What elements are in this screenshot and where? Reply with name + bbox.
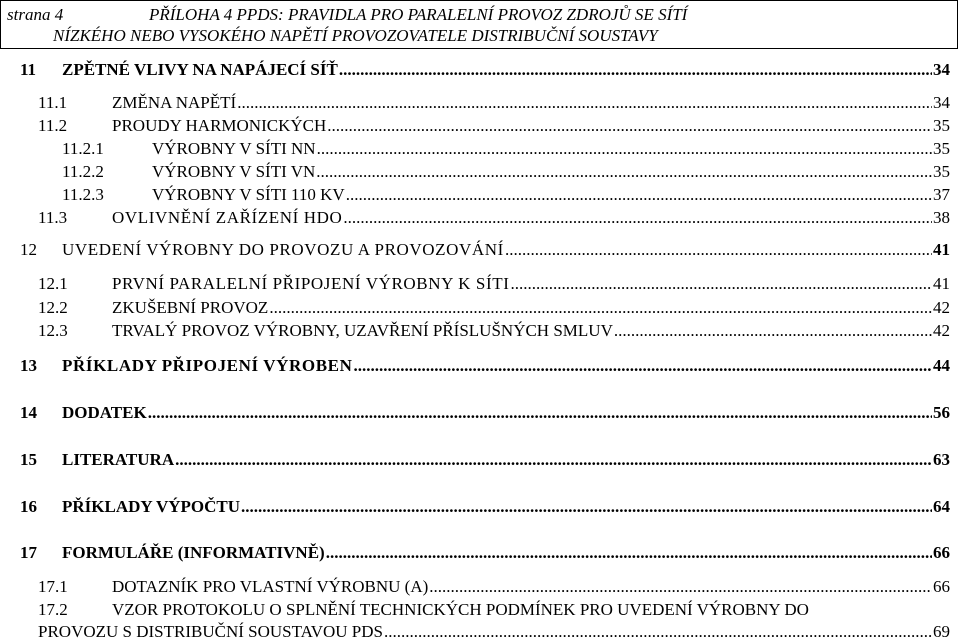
toc-title: PŘÍKLADY PŘIPOJENÍ VÝROBEN xyxy=(62,356,353,375)
toc-leader xyxy=(346,185,932,205)
toc-page: 35 xyxy=(933,116,950,135)
toc-title: TRVALÝ PROVOZ VÝROBNY, UZAVŘENÍ PŘÍSLUŠNÝCH SMLUV xyxy=(112,321,613,340)
toc-title: DODATEK xyxy=(62,403,147,422)
toc-entry-11-2-2[interactable] xyxy=(0,162,960,184)
toc-page: 38 xyxy=(933,208,950,227)
toc-title: OVLIVNĚNÍ ZAŘÍZENÍ HDO xyxy=(112,208,343,227)
toc-number: 11.2 xyxy=(38,116,68,135)
toc-leader xyxy=(241,497,932,517)
toc-number: 13 xyxy=(20,356,37,375)
toc-entry-17-2[interactable] xyxy=(0,600,960,644)
toc-number: 17.2 xyxy=(38,600,68,619)
toc-page: 44 xyxy=(933,356,950,375)
toc-entry-11-2-3[interactable] xyxy=(0,185,960,207)
toc-entry-17[interactable] xyxy=(0,543,960,565)
toc-page: 35 xyxy=(933,139,950,158)
toc-leader xyxy=(148,403,932,423)
toc-page: 41 xyxy=(933,274,950,293)
toc-leader xyxy=(175,450,932,470)
toc-entry-11-3[interactable] xyxy=(0,208,960,230)
toc-leader xyxy=(339,60,932,80)
toc-leader xyxy=(317,139,932,159)
toc-number: 17 xyxy=(20,543,37,562)
toc-page: 35 xyxy=(933,162,950,181)
toc-title: ZMĚNA NAPĚTÍ xyxy=(112,93,237,112)
toc-page: 34 xyxy=(933,60,950,79)
toc-page: 69 xyxy=(933,622,950,641)
toc-title: PRVNÍ PARALELNÍ PŘIPOJENÍ VÝROBNY K SÍTI xyxy=(112,274,510,293)
toc-leader xyxy=(269,298,932,318)
toc-entry-11-2[interactable] xyxy=(0,116,960,138)
toc-number: 12.1 xyxy=(38,274,68,293)
toc-page: 66 xyxy=(933,543,950,562)
toc-leader xyxy=(384,622,932,642)
toc-number: 12.3 xyxy=(38,321,68,340)
toc-entry-11[interactable] xyxy=(0,60,960,82)
toc-entry-14[interactable] xyxy=(0,403,960,425)
toc-leader xyxy=(429,577,932,597)
toc-number: 11.2.1 xyxy=(62,139,104,158)
toc-number: 16 xyxy=(20,497,37,516)
toc-title: ZPĚTNÉ VLIVY NA NAPÁJECÍ SÍŤ xyxy=(62,60,338,79)
toc-title: VÝROBNY V SÍTI VN xyxy=(152,162,316,181)
toc-page: 42 xyxy=(933,298,950,317)
toc-entry-13[interactable] xyxy=(0,356,960,378)
toc-page: 63 xyxy=(933,450,950,469)
toc-page: 66 xyxy=(933,577,950,596)
toc-entry-11-1[interactable] xyxy=(0,93,960,115)
toc-title: PROUDY HARMONICKÝCH xyxy=(112,116,327,135)
toc-entry-12-3[interactable] xyxy=(0,321,960,343)
toc-number: 11 xyxy=(20,60,37,79)
toc-title: LITERATURA xyxy=(62,450,175,469)
toc-leader xyxy=(510,274,932,294)
toc-entry-12-1[interactable] xyxy=(0,274,960,296)
toc-leader xyxy=(343,208,932,228)
toc-number: 12 xyxy=(20,240,37,259)
toc-entry-17-1[interactable] xyxy=(0,577,960,599)
toc-number: 14 xyxy=(20,403,37,422)
toc-number: 11.1 xyxy=(38,93,68,112)
toc-leader xyxy=(505,240,932,260)
toc-entry-11-2-1[interactable] xyxy=(0,139,960,161)
toc-number: 11.2.2 xyxy=(62,162,104,181)
page-number-label: strana 4 xyxy=(7,5,64,24)
toc-leader xyxy=(326,543,932,563)
toc-page: 41 xyxy=(933,240,950,259)
toc-title: UVEDENÍ VÝROBNY DO PROVOZU A PROVOZOVÁNÍ xyxy=(62,240,504,259)
toc-entry-12[interactable] xyxy=(0,240,960,262)
toc-leader xyxy=(327,116,932,136)
toc-number: 17.1 xyxy=(38,577,68,596)
toc-entry-16[interactable] xyxy=(0,497,960,519)
toc-title: VÝROBNY V SÍTI NN xyxy=(152,139,316,158)
toc-leader xyxy=(353,356,932,376)
toc-title: VÝROBNY V SÍTI 110 KV xyxy=(152,185,345,204)
toc-title: FORMULÁŘE (INFORMATIVNĚ) xyxy=(62,543,325,562)
toc-leader xyxy=(614,321,932,341)
toc-number: 12.2 xyxy=(38,298,68,317)
toc-page: 37 xyxy=(933,185,950,204)
header-title-line-2: NÍZKÉHO NEBO VYSOKÉHO NAPĚTÍ PROVOZOVATELE DISTRIBUČNÍ SOUSTAVY xyxy=(53,26,658,45)
header-title-line-1: PŘÍLOHA 4 PPDS: PRAVIDLA PRO PARALELNÍ PROVOZ ZDROJŮ SE SÍTÍ xyxy=(149,5,688,24)
toc-number: 11.2.3 xyxy=(62,185,104,204)
toc-number: 15 xyxy=(20,450,37,469)
toc-leader xyxy=(237,93,932,113)
toc-title: ZKUŠEBNÍ PROVOZ xyxy=(112,298,269,317)
toc-page: 64 xyxy=(933,497,950,516)
toc-entry-12-2[interactable] xyxy=(0,298,960,320)
toc-title: VZOR PROTOKOLU O SPLNĚNÍ TECHNICKÝCH PODMÍNEK PRO UVEDENÍ VÝROBNY DO xyxy=(112,600,809,619)
toc-page: 42 xyxy=(933,321,950,340)
toc-leader xyxy=(316,162,932,182)
toc-title: PŘÍKLADY VÝPOČTU xyxy=(62,497,241,516)
toc-page: 56 xyxy=(933,403,950,422)
toc-number: 11.3 xyxy=(38,208,68,227)
toc-title-continuation: PROVOZU S DISTRIBUČNÍ SOUSTAVOU PDS xyxy=(38,622,383,641)
toc-title: DOTAZNÍK PRO VLASTNÍ VÝROBNU (A) xyxy=(112,577,429,596)
toc-entry-15[interactable] xyxy=(0,450,960,472)
toc-page: 34 xyxy=(933,93,950,112)
